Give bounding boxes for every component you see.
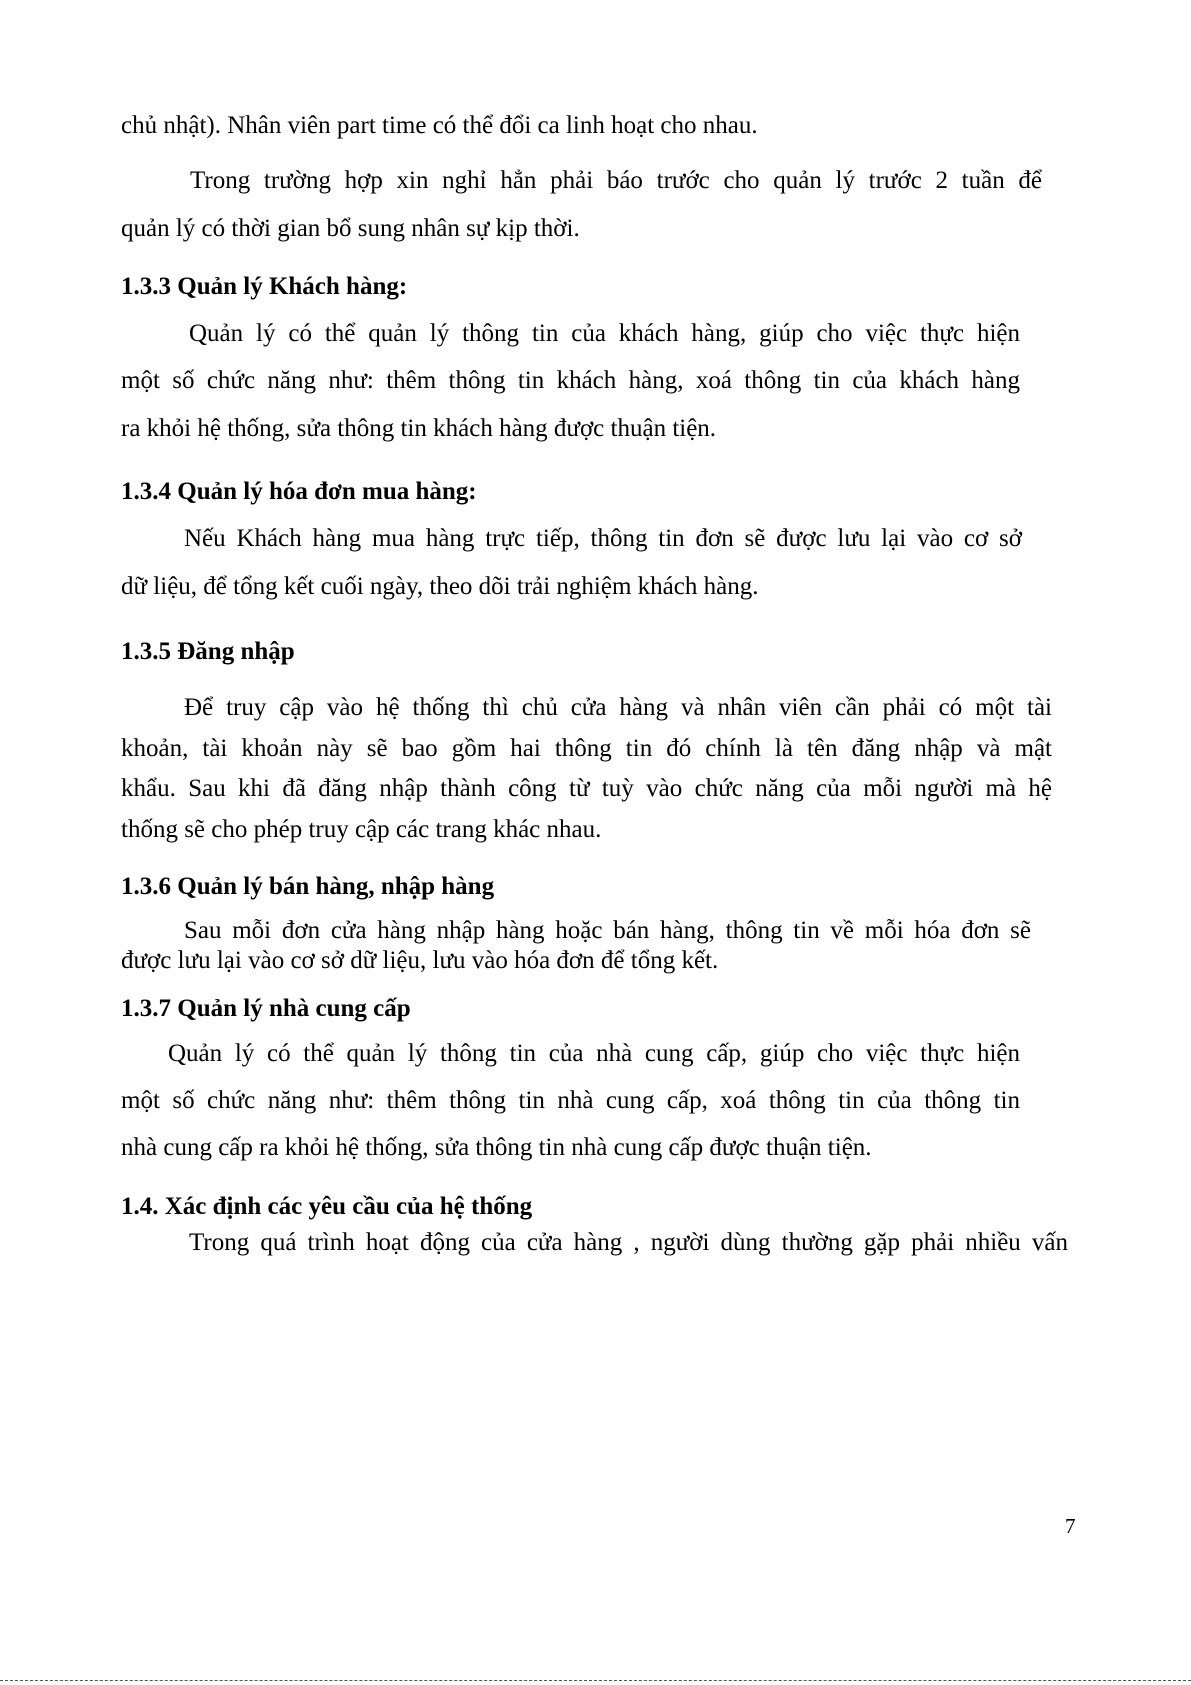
s133-line-1: Quản lý có thể quản lý thông tin của khách hàng, giúp cho việc thực hiện [189,320,1020,347]
s135-line-1: Để truy cập vào hệ thống thì chủ cửa hàng và nhân viên cần phải có một tài [184,694,1052,721]
s137-line-2: một số chức năng như: thêm thông tin nhà cung cấp, xoá thông tin của thông tin [121,1087,1020,1114]
s134-line-2: dữ liệu, để tổng kết cuối ngày, theo dõi trải nghiệm khách hàng. [121,573,759,600]
section-heading-1-3-5: 1.3.5 Đăng nhập [121,638,295,665]
section-heading-1-3-3: 1.3.3 Quản lý Khách hàng: [121,273,408,300]
s135-line-3: khẩu. Sau khi đã đăng nhập thành công từ tuỳ vào chức năng của mỗi người mà hệ [121,775,1052,802]
s135-line-4: thống sẽ cho phép truy cập các trang khác nhau. [121,816,602,843]
s133-line-3: ra khỏi hệ thống, sửa thông tin khách hàng được thuận tiện. [121,415,717,442]
s134-line-1: Nếu Khách hàng mua hàng trực tiếp, thông tin đơn sẽ được lưu lại vào cơ sở [184,525,1022,552]
s133-line-2: một số chức năng như: thêm thông tin khách hàng, xoá thông tin của khách hàng [121,367,1020,394]
s137-line-3: nhà cung cấp ra khỏi hệ thống, sửa thông tin nhà cung cấp được thuận tiện. [121,1134,872,1161]
s14-line-1: Trong quá trình hoạt động của cửa hàng , người dùng thường gặp phải nhiều vấn [189,1229,1068,1256]
s137-line-1: Quản lý có thể quản lý thông tin của nhà cung cấp, giúp cho việc thực hiện [168,1040,1020,1067]
section-heading-1-3-4: 1.3.4 Quản lý hóa đơn mua hàng: [121,478,477,505]
intro-line-3: quản lý có thời gian bổ sung nhân sự kịp thời. [121,215,580,242]
intro-line-2: Trong trường hợp xin nghỉ hẳn phải báo trước cho quản lý trước 2 tuần để [190,167,1042,194]
section-heading-1-4: 1.4. Xác định các yêu cầu của hệ thống [121,1193,533,1220]
intro-line-1: chủ nhật). Nhân viên part time có thể đổi ca linh hoạt cho nhau. [121,112,758,139]
section-heading-1-3-6: 1.3.6 Quản lý bán hàng, nhập hàng [121,873,495,900]
page-number: 7 [1065,1514,1076,1538]
s135-line-2: khoản, tài khoản này sẽ bao gồm hai thông tin đó chính là tên đăng nhập và mật [121,735,1052,762]
section-heading-1-3-7: 1.3.7 Quản lý nhà cung cấp [121,995,411,1022]
footer-divider [0,1680,1191,1682]
s136-line-2: được lưu lại vào cơ sở dữ liệu, lưu vào hóa đơn để tổng kết. [121,947,719,974]
s136-line-1: Sau mỗi đơn cửa hàng nhập hàng hoặc bán hàng, thông tin về mỗi hóa đơn sẽ [184,917,1031,944]
